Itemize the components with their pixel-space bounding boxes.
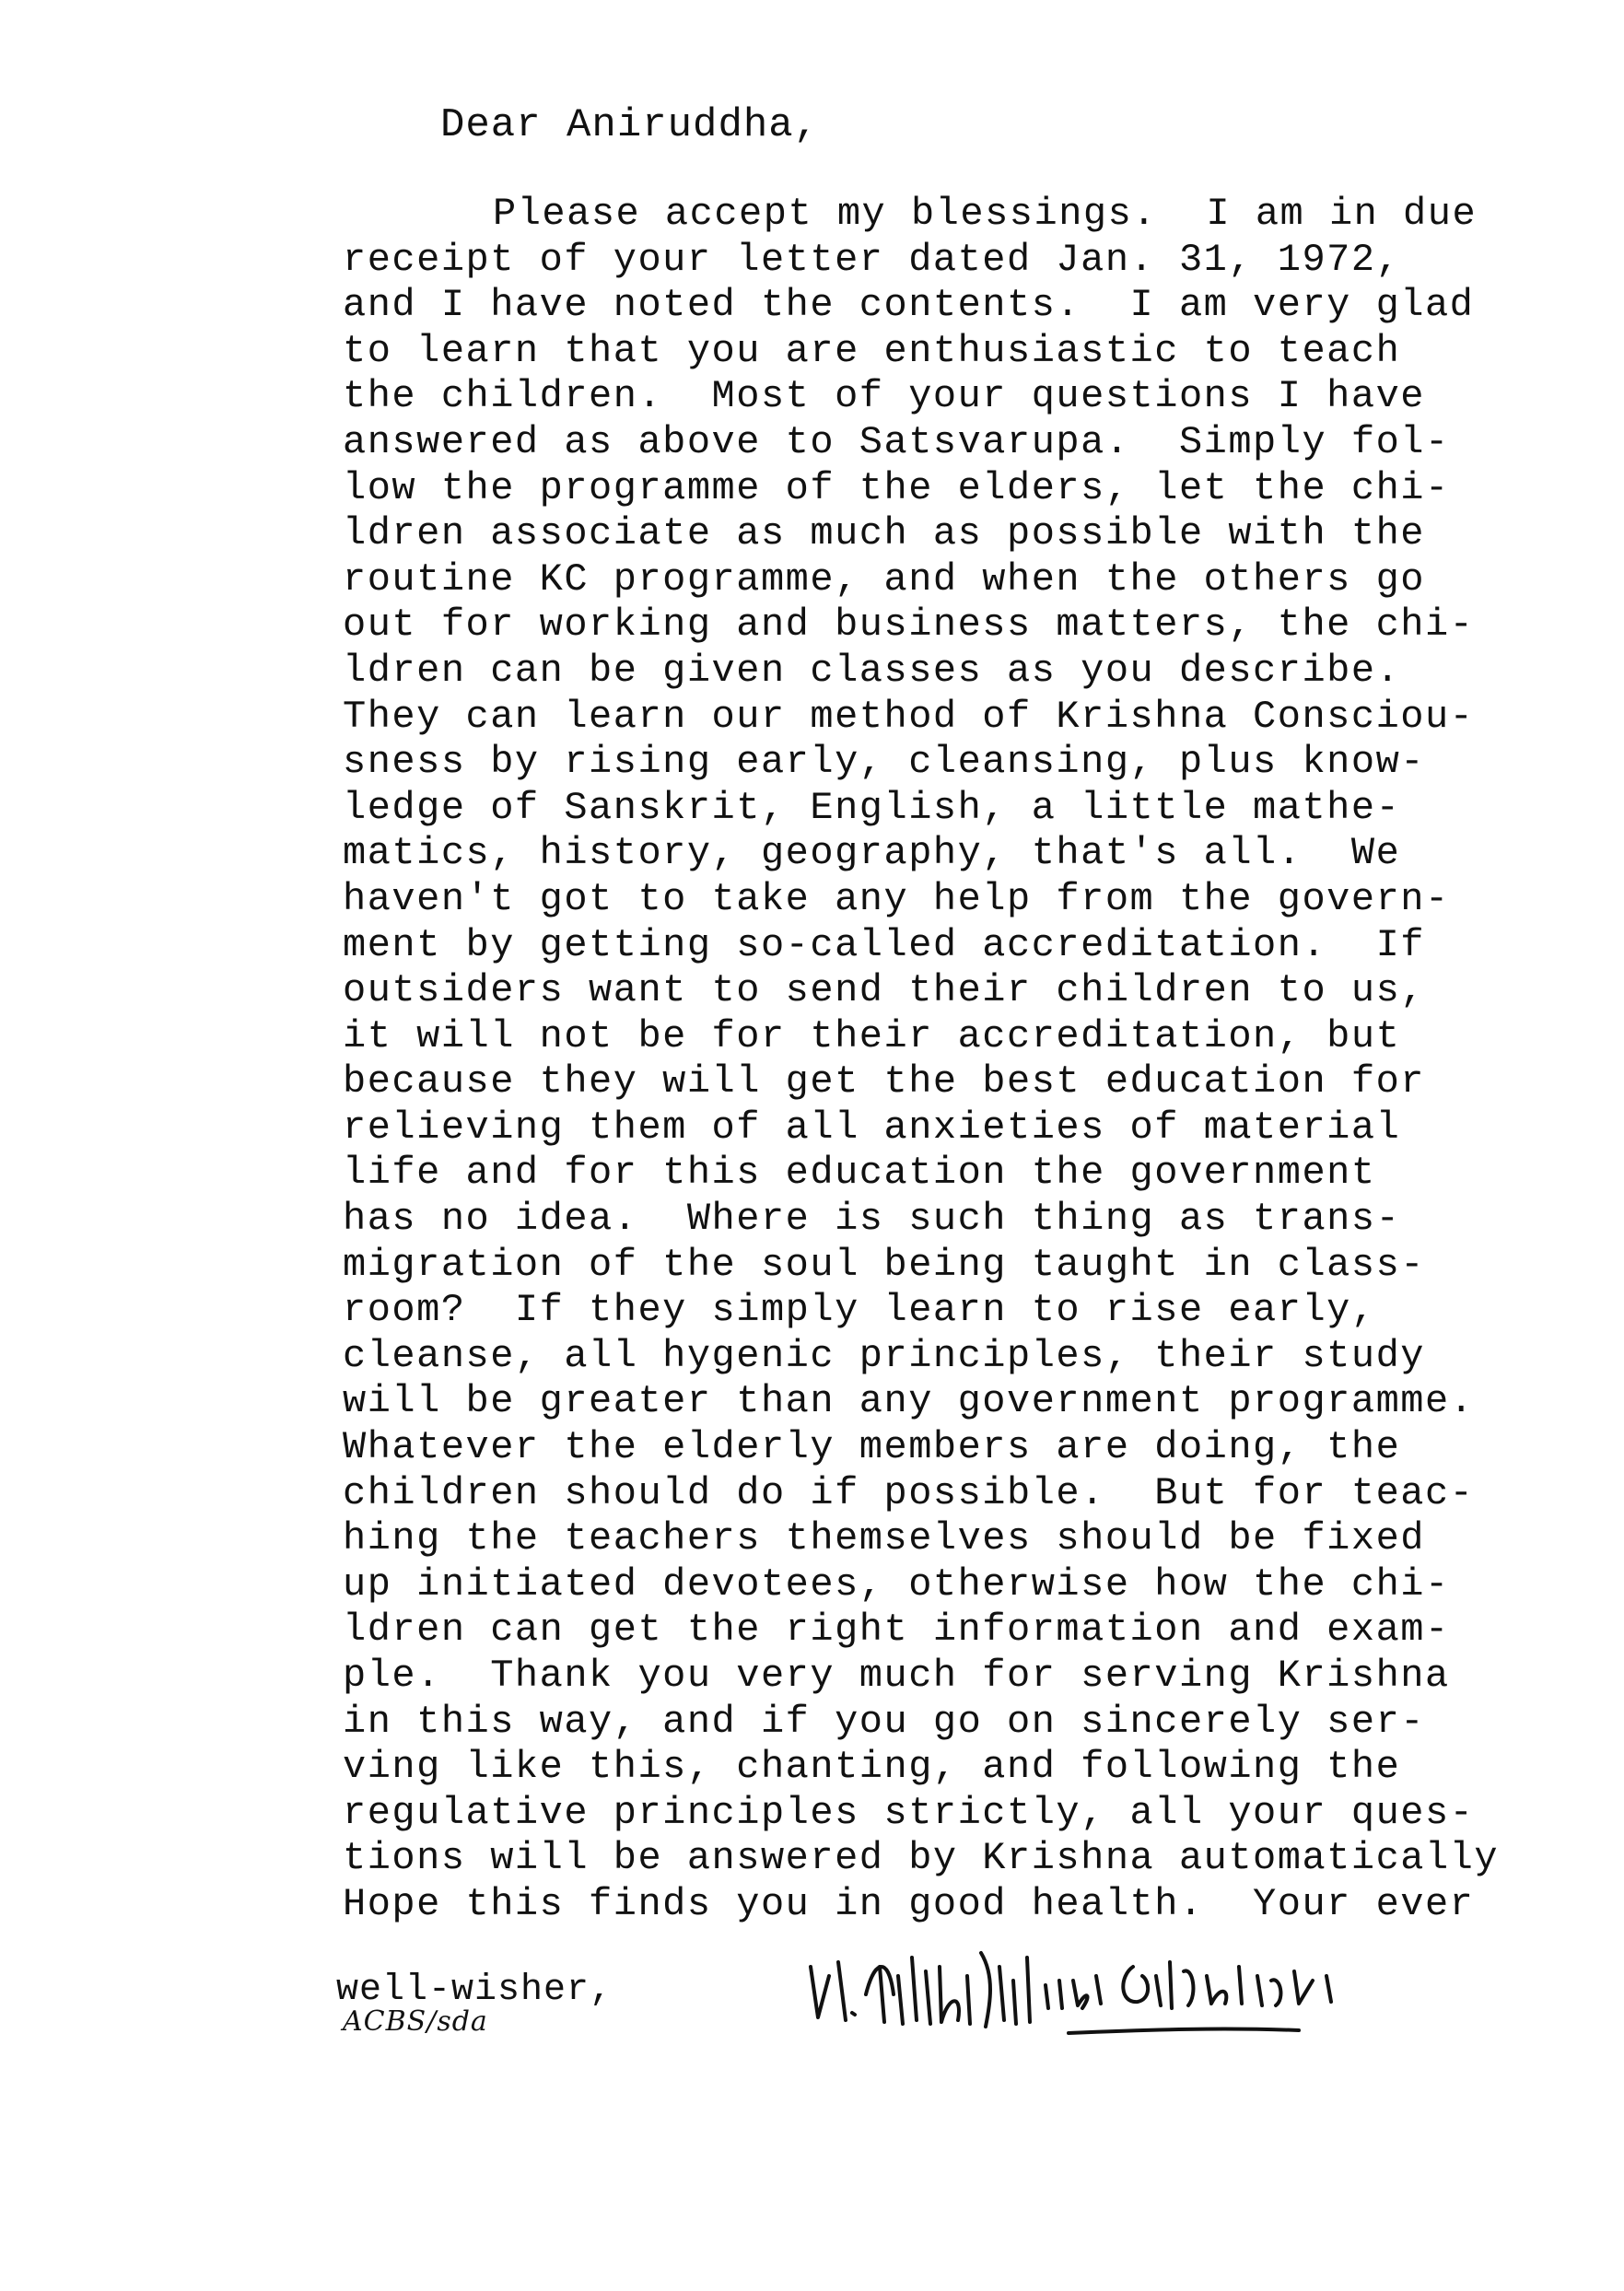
letter-line: life and for this education the government: [343, 1151, 1376, 1196]
letter-line: ldren can be given classes as you describe.: [343, 648, 1401, 693]
letter-line: ving like this, chanting, and following the: [343, 1745, 1401, 1790]
letter-body: [343, 192, 1499, 1928]
typist-initials: ACBS/sda: [343, 2005, 488, 2038]
letter-line: regulative principles strictly, all your ques-: [343, 1790, 1475, 1835]
closing: well-wisher,: [336, 1970, 613, 2011]
letter-line: ple. Thank you very much for serving Krishna: [343, 1654, 1450, 1698]
letter-line: children should do if possible. But for teac-: [343, 1470, 1475, 1515]
letter-line: ldren associate as much as possible with the: [343, 511, 1425, 556]
letter-line: to learn that you are enthusiastic to teach: [343, 328, 1401, 373]
letter-line: tions will be answered by Krishna automatically: [343, 1836, 1500, 1881]
letter-line: ledge of Sanskrit, English, a little mathe-: [343, 785, 1401, 830]
letter-line: answered as above to Satsvarupa. Simply fol-: [343, 419, 1450, 464]
letter-line: hing the teachers themselves should be fixed: [343, 1516, 1425, 1561]
letter-line: migration of the soul being taught in class-: [343, 1242, 1425, 1287]
letter-line: will be greater than any government programme.: [343, 1379, 1475, 1424]
letter-line: ldren can get the right information and exam-: [343, 1607, 1450, 1653]
letter-line: Hope this finds you in good health. Your ever: [343, 1881, 1475, 1926]
letter-line: ment by getting so-called accreditation. If: [343, 922, 1425, 967]
letter-line: matics, history, geography, that's all. We: [343, 831, 1401, 876]
letter-line: and I have noted the contents. I am very glad: [343, 283, 1475, 328]
letter-line: routine KC programme, and when the others go: [343, 556, 1425, 602]
handwritten-signature: [801, 1939, 1529, 2050]
letter-line: cleanse, all hygenic principles, their study: [343, 1333, 1425, 1378]
letter-line: in this way, and if you go on sincerely ser-: [343, 1699, 1425, 1744]
salutation: Dear Aniruddha,: [440, 102, 820, 148]
letter-line: the children. Most of your questions I have: [343, 374, 1425, 419]
letter-line: Whatever the elderly members are doing, the: [343, 1425, 1401, 1470]
letter-line: because they will get the best education for: [343, 1059, 1425, 1105]
letter-line: it will not be for their accreditation, but: [343, 1013, 1401, 1058]
letter-line: outsiders want to send their children to us,: [343, 968, 1425, 1013]
letter-line: sness by rising early, cleansing, plus know-: [343, 740, 1425, 785]
letter-line: low the programme of the elders, let the chi-: [343, 465, 1450, 510]
letter-line: up initiated devotees, otherwise how the chi-: [343, 1561, 1450, 1607]
letter-line: haven't got to take any help from the govern-: [343, 876, 1450, 921]
letter-line: They can learn our method of Krishna Consciou-: [343, 694, 1475, 739]
letter-line: has no idea. Where is such thing as trans-: [343, 1197, 1401, 1242]
letter-line: relieving them of all anxieties of material: [343, 1105, 1401, 1150]
letter-line: room? If they simply learn to rise early,: [343, 1288, 1376, 1333]
letter-line: Please accept my blessings. I am in due: [493, 192, 1478, 236]
letter-line: out for working and business matters, the chi-: [343, 602, 1475, 648]
letter-line: receipt of your letter dated Jan. 31, 1972,: [343, 237, 1401, 282]
